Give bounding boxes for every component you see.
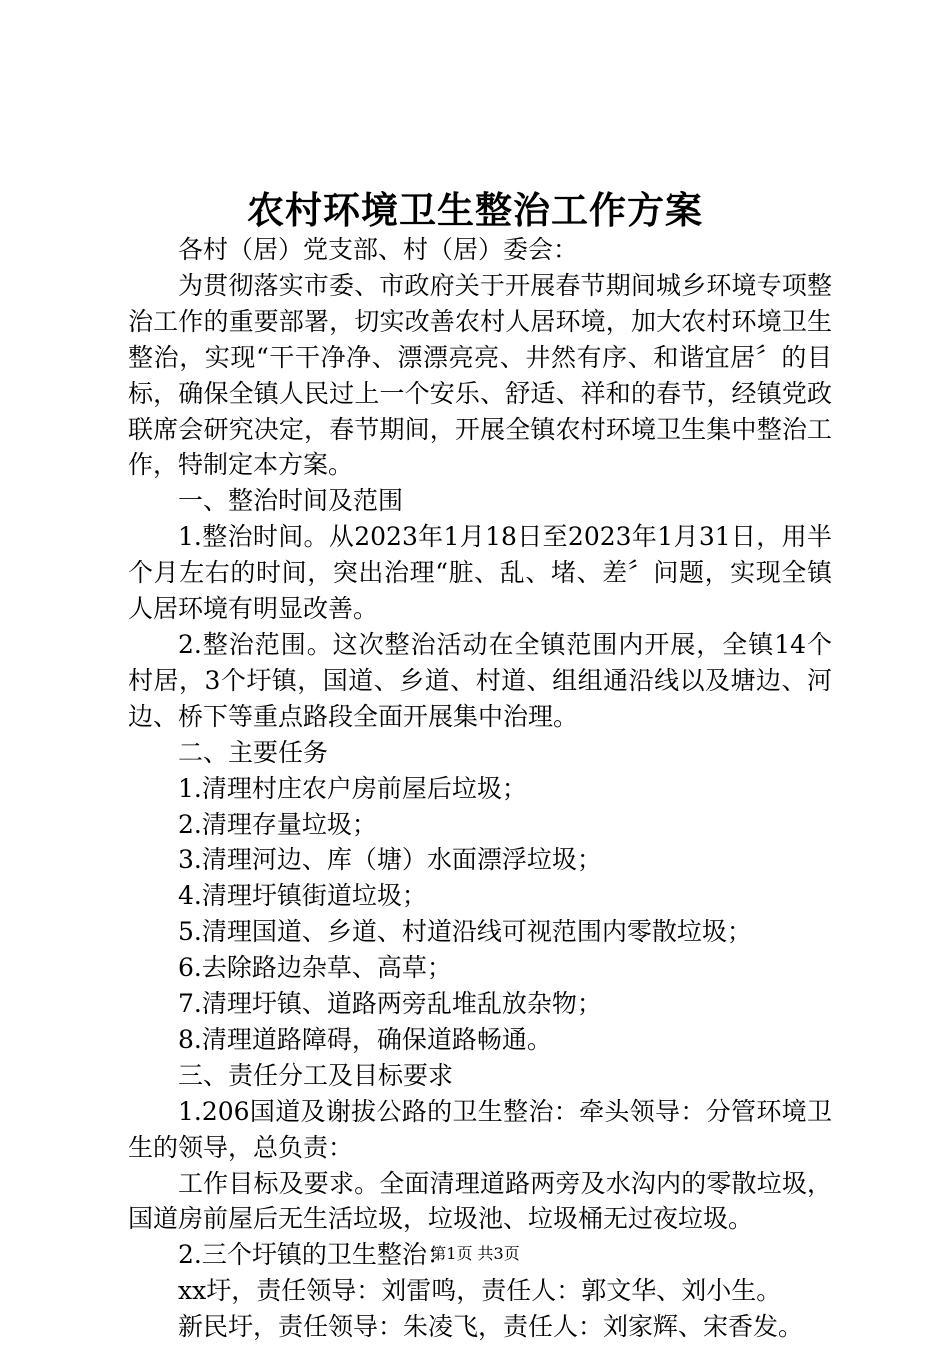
task-item: 6.去除路边杂草、高草；: [178, 953, 452, 983]
salutation: 各村（居）党支部、村（居）委会：: [178, 235, 579, 264]
task-item: 8.清理道路障碍，确保道路畅通。: [178, 1024, 552, 1054]
task-item: 4.清理圩镇街道垃圾；: [178, 881, 427, 911]
task-item: 7.清理圩镇、道路两旁乱堆乱放杂物；: [178, 989, 602, 1019]
body-paragraph: 新民圩，责任领导：朱凌飞，责任人：刘家辉、宋香发。: [178, 1312, 804, 1342]
body-paragraph: 1.整治时间。从2023年1月18日至2023年1月31日，用半个月左右的时间，突出治理“脏、乱、堵、差〞问题，实现全镇人居环境有明显改善。: [128, 522, 832, 624]
body-paragraph: 2.整治范围。这次整治活动在全镇范围内开展，全镇14个村居，3个圩镇，国道、乡道、村道、组组通沿线以及塘边、河边、桥下等重点路段全面开展集中治理。: [128, 629, 832, 731]
body-paragraph: 工作目标及要求。全面清理道路两旁及水沟内的零散垃圾，国道房前屋后无生活垃圾，垃圾池、垃圾桶无过夜垃圾。: [128, 1168, 832, 1234]
document-title: 农村环境卫生整治工作方案: [247, 188, 703, 232]
task-item: 2.清理存量垃圾；: [178, 809, 377, 839]
section-heading: 二、主要任务: [178, 737, 329, 767]
intro-paragraph: 为贯彻落实市委、市政府关于开展春节期间城乡环境专项整治工作的重要部署，切实改善农村人居环境，加大农村环境卫生整治，实现“干干净净、漂漂亮亮、井然有序、和谐宜居〞的目标，确保全镇人民过上一个安乐、舒适、祥和的春节，经镇党政联席会研究决定，春节期间，开展全镇农村环境卫生集中整治工作，特制定本方案。: [128, 270, 832, 480]
page-footer: 第1页 共3页: [430, 1244, 520, 1263]
body-paragraph: xx圩，责任领导：刘雷鸣，责任人：郭文华、刘小生。: [178, 1276, 782, 1306]
task-item: 1.清理村庄农户房前屋后垃圾；: [178, 773, 527, 803]
document-body: [128, 232, 832, 1345]
task-item: 5.清理国道、乡道、村道沿线可视范围内零散垃圾；: [178, 917, 752, 947]
body-paragraph: 2.三个圩镇的卫生整治：: [178, 1240, 452, 1270]
section-heading: 三、责任分工及目标要求: [178, 1060, 454, 1090]
task-item: 3.清理河边、库（塘）水面漂浮垃圾；: [178, 845, 602, 875]
section-heading: 一、整治时间及范围: [178, 486, 404, 516]
body-paragraph: 1.206国道及谢拔公路的卫生整治：牵头领导：分管环境卫生的领导，总负责：: [128, 1096, 832, 1162]
